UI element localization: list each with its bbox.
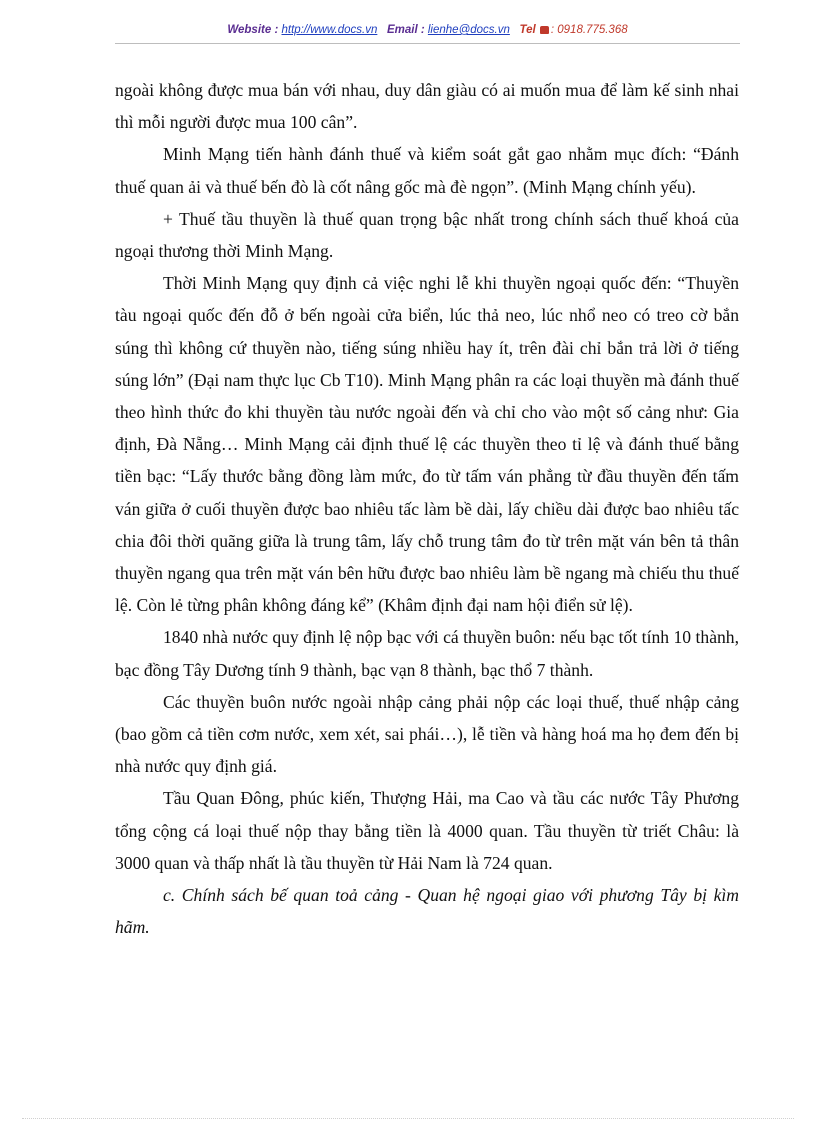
tel-value: : 0918.775.368 (550, 24, 628, 36)
email-link[interactable]: lienhe@docs.vn (427, 24, 510, 36)
website-label: Website : (227, 24, 279, 36)
paragraph-3: + Thuế tầu thuyền là thuế quan trọng bậc nhất trong chính sách thuế khoá của ngoại thương thời Minh Mạng. (115, 208, 739, 262)
email-label: Email : (386, 24, 425, 36)
paragraph-2: Minh Mạng tiến hành đánh thuế và kiểm soát gắt gao nhằm mục đích: “Đánh thuế quan ải và thuế bến đò là cốt nâng gốc mà đè ngọn”. (Minh Mạng chính yếu). (115, 144, 739, 197)
website-link[interactable]: http://www.docs.vn (281, 24, 378, 36)
document-body (115, 74, 739, 943)
phone-icon (540, 26, 549, 34)
header-divider (115, 43, 740, 44)
footer-divider (22, 1118, 794, 1119)
tel-label: Tel (519, 24, 536, 36)
paragraph-7: Tầu Quan Đông, phúc kiến, Thượng Hải, ma Cao và tầu các nước Tây Phương tổng cộng cá loại thuế nộp thay bằng tiền là 4000 quan. Tầu thuyền từ triết Châu: là 3000 quan và thấp nhất là tầu thuyền từ Hải Nam là 724 quan. (115, 788, 739, 873)
page-header (115, 24, 740, 36)
paragraph-6: Các thuyền buôn nước ngoài nhập cảng phải nộp các loại thuế, thuế nhập cảng (bao gồm cả tiền cơm nước, xem xét, sai phái…), lễ tiền và hàng hoá ma họ đem đến bị nhà nước quy định giá. (115, 691, 739, 777)
section-heading-c: c. Chính sách bế quan toả cảng - Quan hệ ngoại giao với phương Tây bị kìm hãm. (115, 885, 739, 938)
paragraph-5: 1840 nhà nước quy định lệ nộp bạc với cá thuyền buôn: nếu bạc tốt tính 10 thành, bạc đồng Tây Dương tính 9 thành, bạc vạn 8 thành, bạc thổ 7 thành. (115, 627, 739, 680)
paragraph-1: ngoài không được mua bán với nhau, duy dân giàu có ai muốn mua để làm kế sinh nhai thì mỗi người được mua 100 cân”. (115, 80, 739, 133)
paragraph-4: Thời Minh Mạng quy định cả việc nghi lễ khi thuyền ngoại quốc đến: “Thuyền tàu ngoại quốc đến đỗ ở bến ngoài cửa biển, lúc thả neo, lúc nhổ neo có treo cờ bắn súng thì không cứ thuyền nào, tiếng súng nhiều hay ít, trên đài chỉ bắn trả lời ở tiếng súng lớn” (Đại nam thực lục Cb T10). Minh Mạng phân ra các loại thuyền mà đánh thuế theo hình thức đo khi thuyền tàu nước ngoài đến và chỉ cho vào một số cảng như: Gia định, Đà Nẵng… Minh Mạng cải định thuế lệ các thuyền theo tỉ lệ và đánh thuế bằng tiền bạc: “Lấy thước bằng đồng làm mức, đo từ tấm ván phẳng từ đầu thuyền đến tấm ván giữa ở cuối thuyền được bao nhiêu tấc làm bề dài, lấy chiều dài được bao nhiêu tấc chia đôi thời quãng giữa là trung tâm, lấy chỗ trung tâm đo từ trên mặt ván bên tả thân thuyền ngang qua trên mặt ván bên hữu được bao nhiêu làm bề ngang mà chiếu thu thuế lệ. Còn lẻ từng phân không đáng kể” (Khâm định đại nam hội điển sử lệ). (115, 273, 739, 616)
